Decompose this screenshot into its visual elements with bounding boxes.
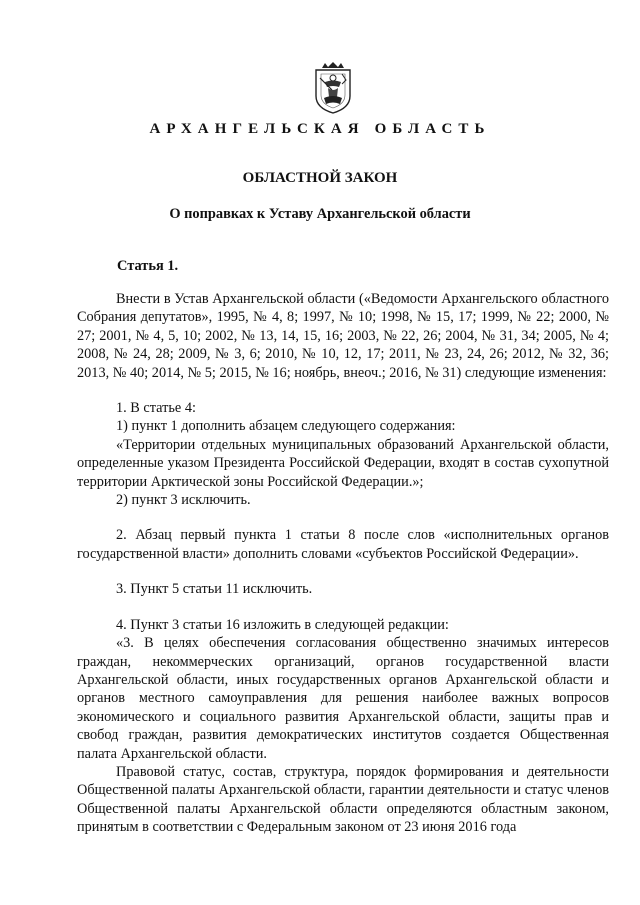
paragraph-item-1: 1. В статье 4:	[116, 400, 196, 417]
article-heading: Статья 1.	[117, 258, 179, 274]
coat-of-arms-icon	[312, 60, 354, 114]
paragraph-intro: Внести в Устав Архангельской области («Ведомости Архангельского областного Собрания депутатов», 1995, № 4, 8; 1997, № 10; 1998, № 15, 17; 1999, № 22; 2000, № 27; 2001, № 4, 5, 10; 2002, № 13, 14, 15, 16; 2003, № 22, 26; 2004, № 31, 34; 2005, № 4; 2008, № 24, 28; 2009, № 3, 6; 2010, № 10, 12, 17; 2011, № 23, 24, 26; 2012, № 32, 36; 2013, № 40; 2014, № 5; 2015, № 16; ноябрь, внеоч.; 2016, № 31) следующие изменения:	[77, 291, 609, 381]
paragraph-subitem-2: 2) пункт 3 исключить.	[116, 492, 251, 509]
paragraph-quote-chamber: «3. В целях обеспечения согласования общественно значимых интересов граждан, некоммерческих организаций, органов государственной власти Архангельской области, иных государственных органов Архангельской области и органов местного самоуправления для решения наиболее важных вопросов экономического и социального развития Архангельской области, защиты прав и свобод граждан, развития демократических институтов создается Общественная палата Архангельской области.	[77, 635, 609, 762]
law-type: ОБЛАСТНОЙ ЗАКОН	[242, 170, 398, 186]
paragraph-item-2: 2. Абзац первый пункта 1 статьи 8 после слов «исполнительных органов государственной власти» дополнить словами «субъектов Российской Федерации».	[77, 527, 609, 562]
article-body	[77, 290, 609, 837]
paragraph-item-3: 3. Пункт 5 статьи 11 исключить.	[116, 581, 313, 598]
paragraph-subitem-1: 1) пункт 1 дополнить абзацем следующего содержания:	[116, 418, 456, 435]
paragraph-item-4: 4. Пункт 3 статьи 16 изложить в следующей редакции:	[116, 616, 449, 633]
region-name: АРХАНГЕЛЬСКАЯ ОБЛАСТЬ	[149, 121, 491, 137]
law-title: О поправках к Уставу Архангельской области	[169, 206, 471, 222]
paragraph-legal-status: Правовой статус, состав, структура, порядок формирования и деятельности Общественной палаты Архангельской области, гарантии деятельности и статус членов Общественной палаты Архангельской области определяются областным законом, принятым в соответствии с Федеральным законом от 23 июня 2016 года	[77, 763, 609, 836]
paragraph-quote-territory: «Территории отдельных муниципальных образований Архангельской области, определенные указом Президента Российской Федерации, входят в состав сухопутной территории Арктической зоны Российской Федерации.»;	[77, 436, 609, 490]
